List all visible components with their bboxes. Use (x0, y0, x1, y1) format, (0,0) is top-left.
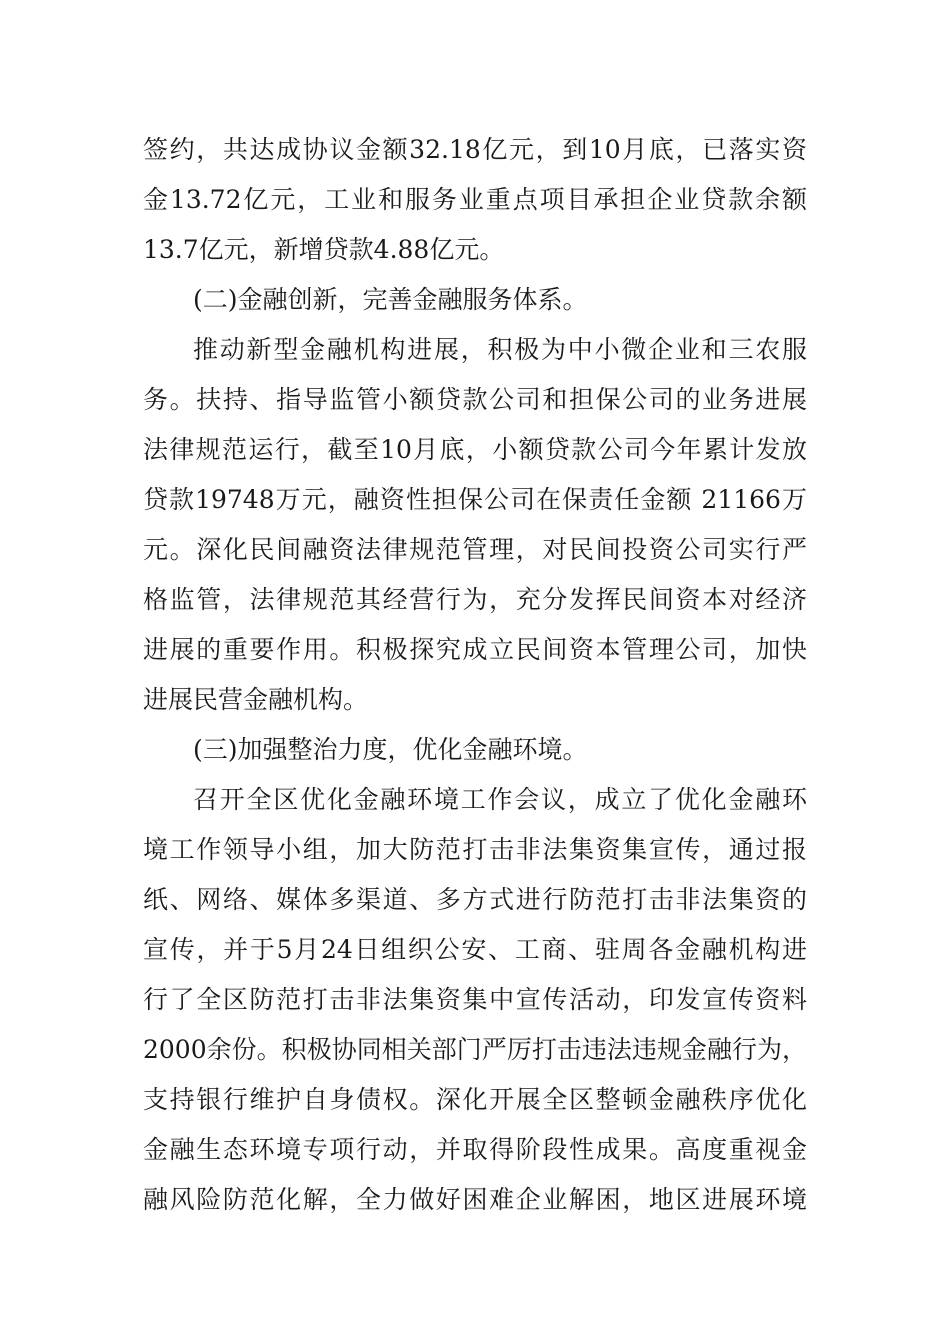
text-line: 融风险防范化解，全力做好困难企业解困，地区进展环境 (143, 1185, 807, 1214)
text-line: 金融生态环境专项行动，并取得阶段性成果。高度重视金 (143, 1135, 807, 1164)
text-line: 宣传，并于5月24日组织公安、工商、驻周各金融机构进 (143, 935, 807, 964)
text-line: 行了全区防范打击非法集资集中宣传活动，印发宣传资料 (143, 985, 807, 1014)
section-heading: (二)金融创新，完善金融服务体系。 (193, 285, 588, 314)
text-line: 金13.72亿元，工业和服务业重点项目承担企业贷款余额 (143, 185, 807, 214)
text-line: 纸、网络、媒体多渠道、多方式进行防范打击非法集资的 (143, 885, 807, 914)
text-line: 元。深化民间融资法律规范管理，对民间投资公司实行严 (143, 535, 807, 564)
text-line: 境工作领导小组，加大防范打击非法集资集宣传，通过报 (143, 835, 807, 864)
text-line: 务。扶持、指导监管小额贷款公司和担保公司的业务进展 (143, 385, 807, 414)
text-line: 召开全区优化金融环境工作会议，成立了优化金融环 (193, 785, 807, 814)
text-line: 法律规范运行，截至10月底，小额贷款公司今年累计发放 (143, 435, 807, 464)
text-line: 签约，共达成协议金额32.18亿元，到10月底，已落实资 (143, 135, 807, 164)
text-line: 进展的重要作用。积极探究成立民间资本管理公司，加快 (143, 635, 807, 664)
text-line: 推动新型金融机构进展，积极为中小微企业和三农服 (193, 335, 807, 364)
text-line: 贷款19748万元，融资性担保公司在保责任金额 21166万 (143, 485, 807, 514)
text-line: 2000余份。积极协同相关部门严厉打击违法违规金融行为， (143, 1035, 807, 1064)
text-line: 13.7亿元，新增贷款4.88亿元。 (143, 235, 505, 264)
text-line: 支持银行维护自身债权。深化开展全区整顿金融秩序优化 (143, 1085, 807, 1114)
text-line: 格监管，法律规范其经营行为，充分发挥民间资本对经济 (143, 585, 807, 614)
section-heading: (三)加强整治力度，优化金融环境。 (193, 735, 588, 764)
text-line: 进展民营金融机构。 (143, 685, 369, 714)
